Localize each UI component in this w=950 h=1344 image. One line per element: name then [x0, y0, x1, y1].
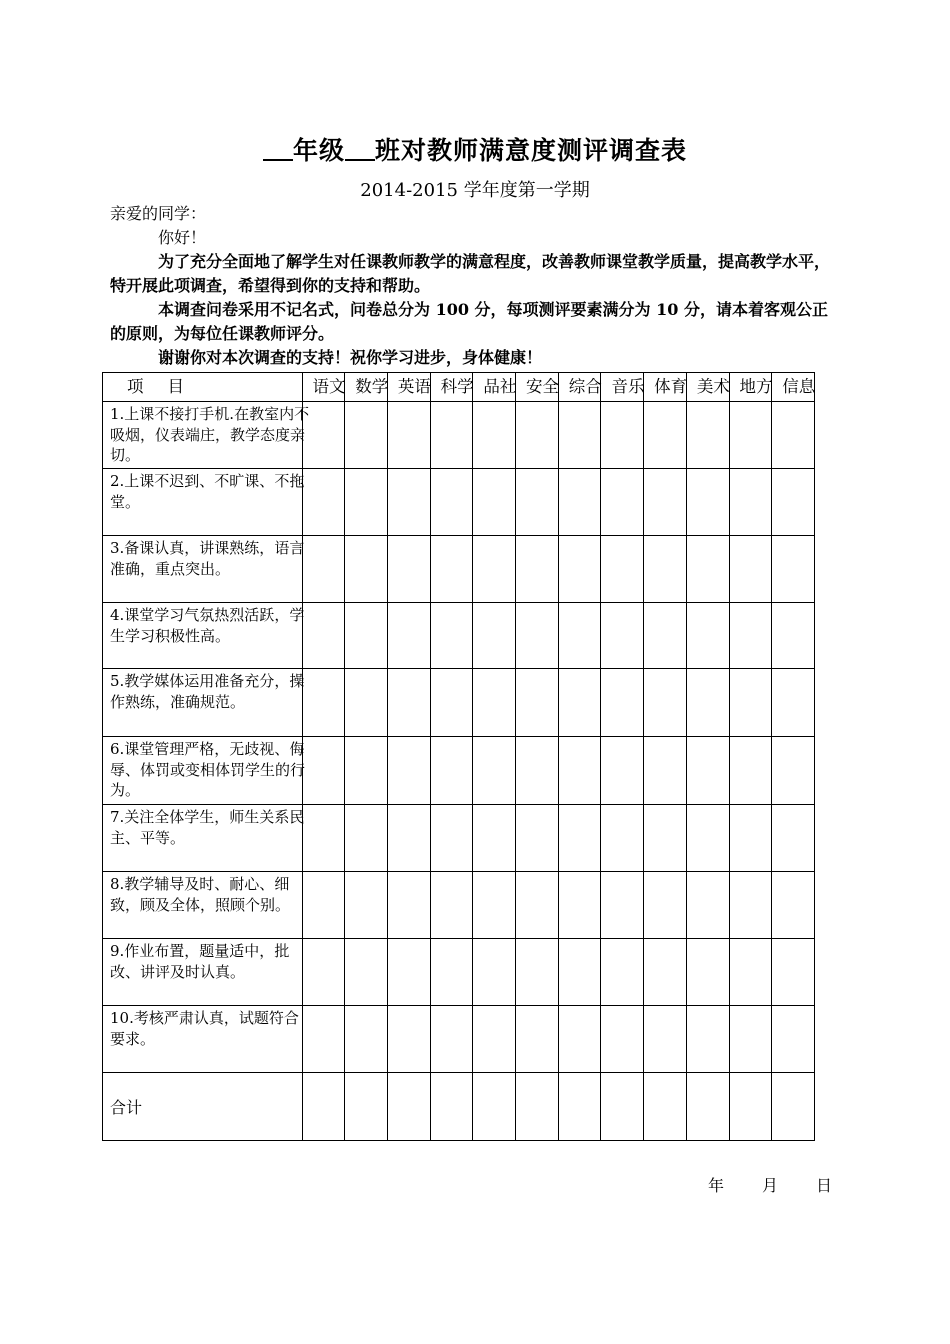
score-cell[interactable]	[430, 536, 473, 603]
score-cell[interactable]	[772, 469, 815, 536]
score-cell[interactable]	[345, 536, 388, 603]
score-cell[interactable]	[430, 805, 473, 872]
evaluation-item-text: 7.关注全体学生，师生关系民主、平等。	[110, 808, 305, 847]
subject-column-header	[516, 373, 559, 402]
score-cell[interactable]	[644, 1073, 687, 1141]
subject-column-header	[345, 373, 388, 402]
score-cell[interactable]	[430, 469, 473, 536]
score-cell[interactable]	[772, 669, 815, 737]
evaluation-item-text: 5.教学媒体运用准备充分，操作熟练，准确规范。	[110, 672, 305, 711]
subject-label: 科学	[440, 377, 474, 396]
score-cell[interactable]	[686, 603, 729, 669]
evaluation-item-text: 10.考核严肃认真，试题符合要求。	[110, 1009, 299, 1048]
subject-column-header	[430, 373, 473, 402]
score-cell[interactable]	[302, 1073, 345, 1141]
score-cell[interactable]	[686, 805, 729, 872]
score-cell[interactable]	[387, 536, 430, 603]
subject-label: 音乐	[611, 377, 645, 396]
date-day-label: 日	[815, 1176, 832, 1195]
score-cell[interactable]	[430, 669, 473, 737]
score-cell[interactable]	[558, 603, 601, 669]
score-cell[interactable]	[729, 805, 772, 872]
score-cell[interactable]	[430, 402, 473, 469]
score-cell[interactable]	[644, 872, 687, 939]
subject-column-header	[302, 373, 345, 402]
score-cell[interactable]	[729, 669, 772, 737]
score-cell[interactable]	[473, 536, 516, 603]
evaluation-item-cell	[103, 669, 303, 737]
score-cell[interactable]	[729, 737, 772, 805]
score-cell[interactable]	[686, 872, 729, 939]
grade-blank	[263, 137, 293, 161]
score-cell[interactable]	[686, 669, 729, 737]
score-cell[interactable]	[473, 1006, 516, 1073]
score-cell[interactable]	[558, 469, 601, 536]
score-cell[interactable]	[686, 402, 729, 469]
score-cell[interactable]	[473, 402, 516, 469]
score-cell[interactable]	[558, 872, 601, 939]
evaluation-item-cell	[103, 1006, 303, 1073]
evaluation-item-text: 3.备课认真，讲课熟练，语言准确，重点突出。	[110, 539, 305, 578]
subject-column-header	[473, 373, 516, 402]
table-row	[103, 603, 815, 669]
item-column-header	[103, 373, 303, 402]
hello: 你好！	[158, 228, 207, 247]
score-cell[interactable]	[558, 536, 601, 603]
score-cell[interactable]	[686, 469, 729, 536]
score-cell[interactable]	[686, 536, 729, 603]
intro-paragraph-rules: 本调查问卷采用不记名式，问卷总分为 100 分，每项测评要素满分为 10 分，请本着客观公正的原则，为每位任课教师评分。	[110, 300, 828, 343]
score-cell[interactable]	[430, 603, 473, 669]
evaluation-item-cell	[103, 603, 303, 669]
subject-column-header	[601, 373, 644, 402]
score-cell[interactable]	[772, 872, 815, 939]
score-cell[interactable]	[601, 872, 644, 939]
table-row	[103, 805, 815, 872]
evaluation-item-cell	[103, 737, 306, 805]
score-cell[interactable]	[601, 805, 644, 872]
subject-label: 安全	[526, 377, 560, 396]
evaluation-item-text: 6.课堂管理严格，无歧视、侮辱、体罚或变相体罚学生的行为。	[110, 740, 306, 799]
score-cell[interactable]	[516, 469, 559, 536]
evaluation-item-cell	[103, 805, 303, 872]
score-cell[interactable]	[345, 469, 388, 536]
evaluation-item-text: 2.上课不迟到、不旷课、不拖堂。	[110, 472, 305, 511]
score-cell[interactable]	[772, 805, 815, 872]
score-cell[interactable]	[601, 669, 644, 737]
table-row	[103, 939, 815, 1006]
score-cell[interactable]	[345, 1073, 388, 1141]
score-cell[interactable]	[516, 1073, 559, 1141]
date-year-label: 年	[707, 1176, 724, 1195]
date-line	[708, 1173, 832, 1196]
score-cell[interactable]	[601, 737, 644, 805]
score-cell[interactable]	[644, 669, 687, 737]
score-cell[interactable]	[644, 536, 687, 603]
score-cell[interactable]	[516, 536, 559, 603]
score-cell[interactable]	[558, 939, 601, 1006]
score-cell[interactable]	[345, 402, 388, 469]
score-cell[interactable]	[729, 402, 772, 469]
subject-column-header	[558, 373, 601, 402]
score-cell[interactable]	[516, 939, 559, 1006]
subject-label: 体育	[654, 377, 688, 396]
evaluation-item-text: 1.上课不接打手机.在教室内不吸烟，仪表端庄，教学态度亲切。	[110, 405, 310, 464]
page-subtitle: 2014-2015 学年度第一学期	[360, 180, 590, 201]
score-cell[interactable]	[387, 603, 430, 669]
score-cell[interactable]	[772, 1006, 815, 1073]
score-cell[interactable]	[473, 669, 516, 737]
score-cell[interactable]	[516, 603, 559, 669]
table-row	[103, 469, 815, 536]
table-row	[103, 669, 815, 737]
score-cell[interactable]	[644, 469, 687, 536]
greeting: 亲爱的同学：	[110, 204, 207, 223]
score-cell[interactable]	[558, 737, 601, 805]
table-row	[103, 737, 815, 805]
score-cell[interactable]	[345, 805, 388, 872]
score-cell[interactable]	[516, 872, 559, 939]
score-cell[interactable]	[387, 737, 430, 805]
score-cell[interactable]	[772, 402, 815, 469]
subject-label: 品社	[483, 377, 517, 396]
score-cell[interactable]	[430, 1006, 473, 1073]
score-cell[interactable]	[729, 469, 772, 536]
score-cell[interactable]	[473, 939, 516, 1006]
score-cell[interactable]	[516, 402, 559, 469]
class-blank	[345, 137, 375, 161]
score-cell[interactable]	[473, 603, 516, 669]
score-cell[interactable]	[558, 669, 601, 737]
score-cell[interactable]	[516, 805, 559, 872]
score-cell[interactable]	[729, 603, 772, 669]
score-cell[interactable]	[601, 536, 644, 603]
score-cell[interactable]	[644, 603, 687, 669]
score-cell[interactable]	[387, 805, 430, 872]
score-cell[interactable]	[772, 536, 815, 603]
score-cell[interactable]	[729, 939, 772, 1006]
date-month-label: 月	[761, 1176, 778, 1195]
score-cell[interactable]	[430, 737, 473, 805]
subject-label: 数学	[355, 377, 389, 396]
subject-label: 综合	[568, 377, 602, 396]
score-cell[interactable]	[345, 603, 388, 669]
score-cell[interactable]	[772, 1073, 815, 1141]
score-cell[interactable]	[601, 603, 644, 669]
survey-table	[102, 372, 815, 1141]
score-cell[interactable]	[601, 1073, 644, 1141]
score-cell[interactable]	[686, 737, 729, 805]
subject-column-header	[644, 373, 687, 402]
score-cell[interactable]	[345, 939, 388, 1006]
score-cell[interactable]	[430, 1073, 473, 1141]
score-cell[interactable]	[601, 469, 644, 536]
score-cell[interactable]	[387, 669, 430, 737]
subject-label: 地方	[739, 377, 773, 396]
score-cell[interactable]	[686, 939, 729, 1006]
score-cell[interactable]	[345, 737, 388, 805]
score-cell[interactable]	[729, 1006, 772, 1073]
score-cell[interactable]	[558, 402, 601, 469]
score-cell[interactable]	[430, 939, 473, 1006]
score-cell[interactable]	[644, 1006, 687, 1073]
score-cell[interactable]	[473, 805, 516, 872]
score-cell[interactable]	[729, 536, 772, 603]
score-cell[interactable]	[473, 872, 516, 939]
subject-column-header	[387, 373, 430, 402]
score-cell[interactable]	[387, 1073, 430, 1141]
score-cell[interactable]	[473, 1073, 516, 1141]
score-cell[interactable]	[345, 872, 388, 939]
score-cell[interactable]	[516, 669, 559, 737]
item-header-b: 目	[167, 377, 186, 396]
title-class: 班对教师满意度测评调查表	[375, 136, 688, 165]
score-cell[interactable]	[558, 1073, 601, 1141]
evaluation-item-text: 4.课堂学习气氛热烈活跃，学生学习积极性高。	[110, 606, 305, 645]
subject-label: 信息	[782, 377, 816, 396]
title-grade: 年级	[292, 136, 345, 165]
score-cell[interactable]	[558, 1006, 601, 1073]
score-cell[interactable]	[772, 939, 815, 1006]
total-row	[103, 1073, 815, 1141]
table-row	[103, 536, 815, 603]
table-row	[103, 402, 815, 469]
score-cell[interactable]	[601, 939, 644, 1006]
score-cell[interactable]	[430, 872, 473, 939]
score-cell[interactable]	[387, 402, 430, 469]
evaluation-item-text: 9.作业布置，题量适中，批改、讲评及时认真。	[110, 942, 290, 981]
evaluation-item-cell	[103, 872, 303, 939]
table-row	[103, 1006, 815, 1073]
score-cell[interactable]	[644, 402, 687, 469]
score-cell[interactable]	[772, 737, 815, 805]
score-cell[interactable]	[601, 1006, 644, 1073]
evaluation-item-cell	[103, 469, 303, 536]
intro-paragraph-purpose: 为了充分全面地了解学生对任课教师教学的满意程度，改善教师课堂教学质量，提高教学水平，特开展此项调查，希望得到你的支持和帮助。	[110, 252, 831, 295]
evaluation-item-cell	[103, 402, 310, 469]
score-cell[interactable]	[644, 805, 687, 872]
intro-paragraph-thanks: 谢谢你对本次调查的支持！祝你学习进步，身体健康！	[158, 348, 543, 367]
score-cell[interactable]	[644, 737, 687, 805]
subject-column-header	[729, 373, 772, 402]
page-title	[0, 131, 950, 167]
score-cell[interactable]	[601, 402, 644, 469]
score-cell[interactable]	[729, 872, 772, 939]
score-cell[interactable]	[686, 1073, 729, 1141]
evaluation-item-text: 8.教学辅导及时、耐心、细致，顾及全体，照顾个别。	[110, 875, 291, 914]
score-cell[interactable]	[516, 1006, 559, 1073]
score-cell[interactable]	[387, 939, 430, 1006]
subject-column-header	[686, 373, 729, 402]
score-cell[interactable]	[387, 469, 430, 536]
item-header-a: 项	[127, 377, 146, 396]
score-cell[interactable]	[686, 1006, 729, 1073]
total-label: 合计	[103, 1073, 303, 1141]
subject-column-header	[772, 373, 815, 402]
table-header-row	[103, 373, 815, 402]
score-cell[interactable]	[473, 737, 516, 805]
subject-label: 语文	[312, 377, 346, 396]
score-cell[interactable]	[772, 603, 815, 669]
subject-label: 美术	[696, 377, 730, 396]
score-cell[interactable]	[387, 872, 430, 939]
subject-label: 英语	[397, 377, 431, 396]
score-cell[interactable]	[644, 939, 687, 1006]
evaluation-item-cell	[103, 939, 303, 1006]
score-cell[interactable]	[387, 1006, 430, 1073]
score-cell[interactable]	[729, 1073, 772, 1141]
table-row	[103, 872, 815, 939]
score-cell[interactable]	[345, 1006, 388, 1073]
evaluation-item-cell	[103, 536, 303, 603]
score-cell[interactable]	[558, 805, 601, 872]
score-cell[interactable]	[345, 669, 388, 737]
score-cell[interactable]	[473, 469, 516, 536]
score-cell[interactable]	[516, 737, 559, 805]
